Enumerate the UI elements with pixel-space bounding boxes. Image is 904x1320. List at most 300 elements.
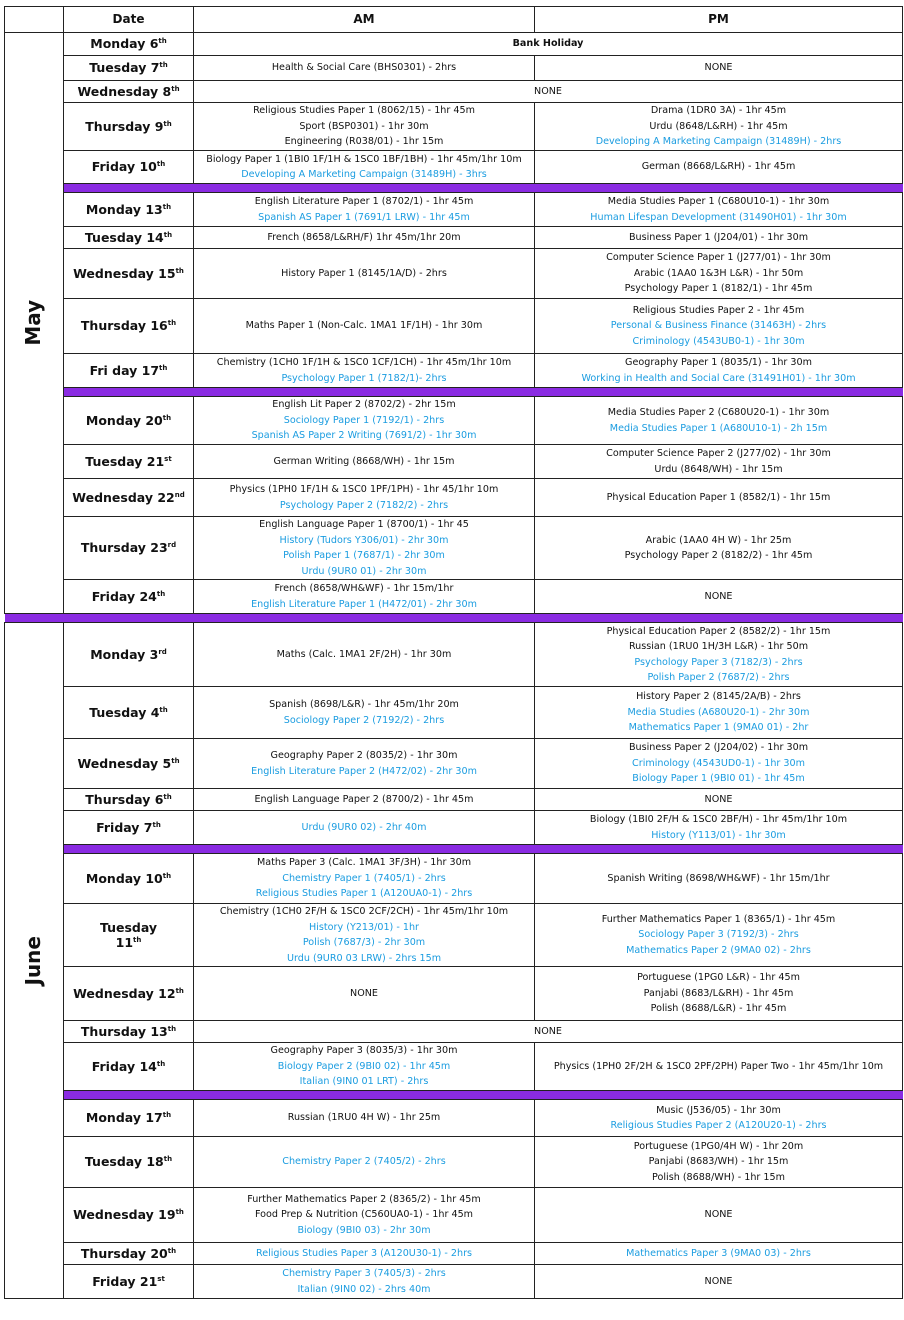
exam-entry: Sociology Paper 3 (7192/3) - 2hrs [638,929,799,941]
date-suffix: th [162,202,172,211]
exam-entry: French (8658/WH&WF) - 1hr 15m/1hr [274,583,454,594]
exam-entry: Mathematics Paper 1 (9MA0 01) - 2hr [628,722,809,734]
exam-entry: Maths Paper 1 (Non-Calc. 1MA1 1F/1H) - 1hr 30m [245,320,483,332]
exam-entry: Biology (9BI0 03) - 2hr 30m [297,1224,431,1236]
am-cell [194,56,535,81]
week-separator [5,1091,903,1100]
exam-entry: Urdu (9UR0 01) - 2hr 30m [301,565,427,577]
exam-entry: Business Paper 2 (J204/02) - 1hr 30m [628,742,809,754]
week-separator-bar [64,845,903,854]
exam-entry: Panjabi (8683/WH) - 1hr 15m [648,1156,789,1168]
date-cell [64,227,194,249]
week-separator [5,845,903,854]
exam-entry: NONE [704,793,733,805]
date-suffix: th [175,266,184,275]
header-date: Date [64,7,194,33]
exam-entry: Chemistry Paper 3 (7405/3) - 2hrs [282,1268,446,1279]
timetable-body [5,33,903,1299]
date-text: Monday 20 [85,412,163,428]
date-suffix: th [171,756,180,765]
week-separator-bar [64,184,903,193]
exam-entry: Italian (9IN0 02) - 2hrs 40m [297,1283,431,1295]
exam-entry: Geography Paper 1 (8035/1) - 1hr 30m [625,357,812,368]
date-text: Monday 10 [85,870,163,886]
date-text: Tuesday 14 [84,229,164,245]
pm-cell [535,1100,903,1137]
date-text: Monday 3 [90,646,159,662]
day-row [5,1043,903,1091]
corner-cell [5,7,64,33]
am-cell [194,967,535,1021]
day-row [5,445,903,479]
exam-entry: Food Prep & Nutrition (C560UA0-1) - 1hr 45m [254,1209,474,1221]
exam-entry: Engineering (R038/01) - 1hr 15m [284,136,444,148]
exam-entry: Chemistry (1CH0 1F/1H & 1SC0 1CF/1CH) - 1hr 45m/1hr 10m [216,357,512,368]
exam-entry: German (8668/L&RH) - 1hr 45m [641,161,796,173]
am-cell [194,227,535,249]
date-text: Fri day 17 [89,362,160,378]
exam-entry: Polish Paper 1 (7687/1) - 2hr 30m [283,550,445,561]
am-cell [194,811,535,845]
day-row [5,103,903,151]
date-text: Thursday 6 [85,791,164,807]
exam-entry: Physics (1PH0 1F/1H & 1SC0 1PF/1PH) - 1hr 45/1hr 10m [229,484,499,495]
pm-cell [535,1188,903,1243]
pm-cell [535,1243,903,1265]
exam-entry: Working in Health and Social Care (31491H01) - 1hr 30m [581,372,856,384]
date-cell [64,1137,194,1188]
exam-entry: Italian (9IN0 01 LRT) - 2hrs [299,1076,429,1088]
date-cell [64,1265,194,1299]
date-suffix: rd [167,541,177,550]
am-cell [194,580,535,614]
date-suffix: th [175,986,184,995]
date-cell [64,354,194,388]
day-row [5,967,903,1021]
date-suffix: st [157,1274,165,1283]
exam-entry: French (8658/L&RH/F) 1hr 45m/1hr 20m [267,231,461,243]
exam-entry: Psychology Paper 1 (8182/1) - 1hr 45m [624,283,813,295]
exam-entry: Health & Social Care (BHS0301) - 2hrs [271,62,457,74]
date-suffix: th [133,935,142,944]
exam-entry: Music (J536/05) - 1hr 30m [656,1104,781,1116]
exam-entry: German Writing (8668/WH) - 1hr 15m [273,455,455,467]
exam-entry: Computer Science Paper 1 (J277/01) - 1hr 30m [606,252,831,264]
am-cell [194,1043,535,1091]
exam-entry: Religious Studies Paper 1 (8062/15) - 1hr 45m [253,105,475,117]
pm-cell [535,854,903,904]
exam-entry: Developing A Marketing Campaign (31489H) - 2hrs [595,136,842,148]
exam-entry: English Language Paper 2 (8700/2) - 1hr 45m [254,793,474,805]
day-row [5,354,903,388]
exam-entry: Sociology Paper 1 (7192/1) - 2hrs [283,414,445,426]
date-suffix: th [162,1111,172,1120]
date-suffix: th [163,119,172,128]
pm-cell [535,789,903,811]
exam-entry: Spanish (8698/L&R) - 1hr 45m/1hr 20m [269,699,459,710]
day-row [5,81,903,103]
pm-cell [535,1043,903,1091]
day-row [5,904,903,967]
day-row [5,193,903,227]
date-cell [64,1188,194,1243]
pm-cell [535,479,903,517]
day-row [5,1100,903,1137]
date-text: Friday 21 [92,1273,158,1289]
exam-entry: English Literature Paper 1 (H472/01) - 2hr 30m [251,598,477,610]
exam-entry: Religious Studies Paper 3 (A120U30-1) - 2hrs [255,1247,473,1259]
pm-cell [535,151,903,184]
am-cell [194,1265,535,1299]
exam-entry: Religious Studies Paper 1 (A120UA0-1) - 2hrs [255,888,473,900]
am-cell [194,397,535,445]
date-text: Thursday 20 [80,1245,168,1261]
date-text: Wednesday 12 [73,985,176,1001]
day-row [5,151,903,184]
date-cell [64,904,194,967]
exam-entry: NONE [350,987,378,999]
date-suffix: rd [158,647,167,656]
date-cell [64,56,194,81]
exam-entry: History (Y213/01) - 1hr [309,921,419,933]
exam-entry: Psychology Paper 2 (7182/2) - 2hrs [279,499,449,511]
exam-entry: Sport (BSP0301) - 1hr 30m [299,120,429,132]
date-cell [64,33,194,56]
date-suffix: th [175,1208,184,1217]
full-day-text: NONE [534,85,562,97]
pm-cell [535,1137,903,1188]
date-text: Wednesday 22 [72,489,175,505]
date-suffix: th [171,84,180,93]
pm-cell [535,397,903,445]
date-cell [64,854,194,904]
am-cell [194,1137,535,1188]
exam-entry: Further Mathematics Paper 1 (8365/1) - 1hr 45m [601,913,836,925]
exam-entry: Personal & Business Finance (31463H) - 2hrs [610,320,827,332]
day-row [5,249,903,299]
exam-entry: Media Studies Paper 2 (C680U20-1) - 1hr 30m [607,407,830,418]
day-row [5,789,903,811]
date-text: Tuesday 7 [89,60,160,76]
am-cell [194,193,535,227]
date-text: Tuesday 4 [89,704,160,720]
exam-entry: Physics (1PH0 2F/2H & 1SC0 2PF/2PH) Paper Two - 1hr 45m/1hr 10m [553,1060,884,1072]
am-cell [194,249,535,299]
date-text: Wednesday 19 [73,1207,176,1223]
date-cell [64,103,194,151]
day-row [5,1021,903,1043]
day-row [5,227,903,249]
exam-entry: Polish Paper 2 (7687/2) - 2hrs [647,672,790,683]
date-cell [64,1043,194,1091]
exam-entry: History Paper 1 (8145/1A/D) - 2hrs [281,267,447,279]
pm-cell [535,227,903,249]
date-text: Monday 17 [85,1110,163,1126]
date-text: Thursday 16 [80,318,168,334]
day-row [5,517,903,580]
am-cell [194,1243,535,1265]
am-cell [194,479,535,517]
pm-cell [535,354,903,388]
exam-entry: Chemistry Paper 1 (7405/1) - 2hrs [282,872,446,884]
exam-entry: Geography Paper 2 (8035/2) - 1hr 30m [270,750,458,761]
week-separator [5,184,903,193]
date-cell [64,1021,194,1043]
exam-entry: Media Studies Paper 1 (C680U10-1) - 1hr 30m [607,196,830,207]
header-am: AM [194,7,535,33]
exam-entry: Sociology Paper 2 (7192/2) - 2hrs [283,714,445,726]
date-cell [64,967,194,1021]
exam-entry: Urdu (8648/WH) - 1hr 15m [654,463,783,475]
date-text: Tuesday 21 [85,453,165,469]
month-separator [5,614,903,623]
date-text: Friday 14 [91,1058,157,1074]
exam-entry: Biology Paper 2 (9BI0 02) - 1hr 45m [277,1060,451,1072]
exam-entry: Business Paper 1 (J204/01) - 1hr 30m [628,231,809,243]
header-row [5,7,903,33]
exam-entry: Urdu (8648/L&RH) - 1hr 45m [649,120,788,132]
pm-cell [535,1265,903,1299]
exam-entry: Media Studies Paper 1 (A680U10-1) - 2h 15m [609,422,828,434]
exam-entry: NONE [704,1209,733,1221]
exam-entry: Portuguese (1PG0 L&R) - 1hr 45m [637,972,800,984]
pm-cell [535,193,903,227]
date-text: Friday 10 [91,159,157,175]
month-name: May [21,300,46,346]
date-suffix: th [159,363,168,372]
exam-entry: Arabic (1AA0 1&3H L&R) - 1hr 50m [633,267,804,279]
date-cell [64,789,194,811]
exam-timetable [4,6,903,1299]
pm-cell [535,811,903,845]
pm-cell [535,623,903,687]
month-separator-bar [5,614,903,623]
date-text: Monday 6 [90,36,159,52]
am-cell [194,354,535,388]
am-cell [194,904,535,967]
pm-cell [535,103,903,151]
date-cell [64,193,194,227]
date-suffix: th [156,160,166,169]
day-row [5,854,903,904]
date-text: Tuesday [99,919,158,935]
exam-entry: Spanish AS Paper 1 (7691/1 LRW) - 1hr 45m [258,211,470,223]
exam-entry: Biology Paper 1 (1BI0 1F/1H & 1SC0 1BF/1BH) - 1hr 45m/1hr 10m [206,153,522,165]
month-label-may [5,33,64,614]
date-number: 11 [115,935,134,950]
date-suffix: th [159,61,168,70]
am-cell [194,299,535,354]
exam-entry: Chemistry Paper 2 (7405/2) - 2hrs [282,1156,446,1168]
date-cell [64,1100,194,1137]
exam-entry: Russian (1RU0 4H W) - 1hr 25m [287,1112,441,1124]
date-cell [64,1243,194,1265]
exam-entry: Drama (1DR0 3A) - 1hr 45m [650,105,787,117]
date-cell [64,81,194,103]
date-suffix: th [152,820,161,829]
exam-entry: Panjabi (8683/L&RH) - 1hr 45m [643,987,794,999]
date-cell [64,151,194,184]
pm-cell [535,904,903,967]
date-suffix: nd [174,490,185,499]
exam-entry: Criminology (4543UD0-1) - 1hr 30m [632,757,805,769]
exam-entry: English Literature Paper 1 (8702/1) - 1hr 45m [254,196,474,207]
exam-entry: Computer Science Paper 2 (J277/02) - 1hr 30m [606,448,831,459]
date-text: Wednesday 8 [77,83,172,99]
week-separator-bar [64,388,903,397]
date-text: Wednesday 15 [73,265,176,281]
exam-entry: Psychology Paper 3 (7182/3) - 2hrs [634,656,803,668]
day-row [5,299,903,354]
full-day-cell [194,81,903,103]
exam-entry: English Language Paper 1 (8700/1) - 1hr 45 [259,519,469,530]
exam-entry: Spanish AS Paper 2 Writing (7691/2) - 1hr 30m [251,430,477,442]
day-row [5,739,903,789]
pm-cell [535,580,903,614]
am-cell [194,789,535,811]
day-row [5,479,903,517]
full-day-cell [194,33,903,56]
am-cell [194,151,535,184]
exam-entry: English Literature Paper 2 (H472/02) - 2hr 30m [251,765,477,777]
date-cell [64,249,194,299]
exam-entry: Biology (1BI0 2F/H & 1SC0 2BF/H) - 1hr 45m/1hr 10m [589,814,848,825]
date-suffix: th [158,37,167,46]
am-cell [194,517,535,580]
full-day-cell [194,1021,903,1043]
am-cell [194,739,535,789]
pm-cell [535,517,903,580]
exam-entry: Mathematics Paper 3 (9MA0 03) - 2hrs [626,1247,811,1259]
date-text: Thursday 13 [80,1023,168,1039]
pm-cell [535,739,903,789]
date-text: Thursday 23 [80,540,168,556]
exam-entry: Human Lifespan Development (31490H01) - 1hr 30m [590,211,847,223]
am-cell [194,445,535,479]
full-day-text: NONE [534,1025,562,1037]
exam-entry: Further Mathematics Paper 2 (8365/2) - 1hr 45m [247,1193,481,1205]
exam-entry: Biology Paper 1 (9BI0 01) - 1hr 45m [632,773,805,785]
date-cell [64,687,194,739]
date-suffix: th [162,413,172,422]
exam-entry: Criminology (4543UB0-1) - 1hr 30m [632,335,805,347]
date-cell [64,580,194,614]
exam-entry: Portuguese (1PG0/4H W) - 1hr 20m [633,1140,804,1152]
exam-entry: Spanish Writing (8698/WH&WF) - 1hr 15m/1hr [607,872,830,884]
date-cell [64,479,194,517]
date-suffix: th [159,705,168,714]
exam-entry: Polish (8688/L&R) - 1hr 45m [650,1003,787,1015]
exam-entry: History Paper 2 (8145/2A/B) - 2hrs [636,691,801,703]
exam-entry: Physical Education Paper 1 (8582/1) - 1hr 15m [606,491,831,503]
day-row [5,811,903,845]
date-cell [64,739,194,789]
pm-cell [535,56,903,81]
exam-entry: Urdu (9UR0 02) - 2hr 40m [301,821,427,833]
day-row [5,1265,903,1299]
date-cell [64,397,194,445]
date-cell [64,445,194,479]
exam-entry: Maths (Calc. 1MA1 2F/2H) - 1hr 30m [276,648,452,660]
day-row [5,1188,903,1243]
exam-entry: Russian (1RU0 1H/3H L&R) - 1hr 50m [628,641,809,652]
am-cell [194,687,535,739]
date-text: Tuesday 18 [84,1154,164,1170]
day-row [5,33,903,56]
date-cell [64,623,194,687]
date-suffix: th [167,1246,177,1255]
header-pm: PM [535,7,903,33]
am-cell [194,623,535,687]
exam-entry: Polish (8688/WH) - 1hr 15m [652,1171,785,1183]
day-row [5,1137,903,1188]
exam-entry: Maths Paper 3 (Calc. 1MA1 3F/3H) - 1hr 30m [256,857,472,869]
pm-cell [535,967,903,1021]
exam-entry: History (Tudors Y306/01) - 2hr 30m [279,534,449,546]
exam-entry: Developing A Marketing Campaign (31489H) - 3hrs [241,169,487,180]
date-text: Thursday 9 [85,118,164,134]
exam-entry: Polish (7687/3) - 2hr 30m [302,937,426,948]
date-cell [64,299,194,354]
am-cell [194,854,535,904]
date-text: Monday 13 [85,201,163,217]
day-row [5,56,903,81]
pm-cell [535,249,903,299]
month-name: June [21,935,46,986]
date-suffix: st [164,454,172,463]
day-row [5,687,903,739]
date-suffix: th [167,1024,177,1033]
date-cell [64,517,194,580]
pm-cell [535,299,903,354]
date-suffix: th [163,230,173,239]
date-suffix: th [167,319,177,328]
exam-entry: Psychology Paper 1 (7182/1)- 2hrs [281,372,447,384]
am-cell [194,103,535,151]
exam-entry: Religious Studies Paper 2 (A120U20-1) - 2hrs [610,1120,827,1131]
exam-entry: Physical Education Paper 2 (8582/2) - 1hr 15m [606,625,831,637]
day-row [5,1243,903,1265]
date-suffix: th [156,1059,166,1068]
exam-entry: Mathematics Paper 2 (9MA0 02) - 2hrs [626,944,811,956]
exam-entry: Media Studies (A680U20-1) - 2hr 30m [627,706,810,718]
date-text: Wednesday 5 [77,755,172,771]
week-separator-bar [64,1091,903,1100]
exam-entry: NONE [704,590,733,602]
date-text: Friday 7 [96,819,153,835]
exam-entry: Psychology Paper 2 (8182/2) - 1hr 45m [624,550,813,561]
am-cell [194,1100,535,1137]
exam-entry: Geography Paper 3 (8035/3) - 1hr 30m [270,1045,458,1057]
date-cell [64,811,194,845]
week-separator [5,388,903,397]
date-suffix: th [162,871,172,880]
exam-entry: History (Y113/01) - 1hr 30m [651,829,786,841]
date-text: Friday 24 [91,588,157,604]
full-day-text: Bank Holiday [512,38,584,50]
pm-cell [535,687,903,739]
month-label-june [5,623,64,1299]
exam-entry: Arabic (1AA0 4H W) - 1hr 25m [645,534,792,546]
date-suffix: th [156,589,166,598]
date-suffix: th [163,792,172,801]
exam-entry: NONE [704,62,733,74]
pm-cell [535,445,903,479]
day-row [5,397,903,445]
am-cell [194,1188,535,1243]
exam-entry: Urdu (9UR0 03 LRW) - 2hrs 15m [286,952,442,964]
day-row [5,580,903,614]
